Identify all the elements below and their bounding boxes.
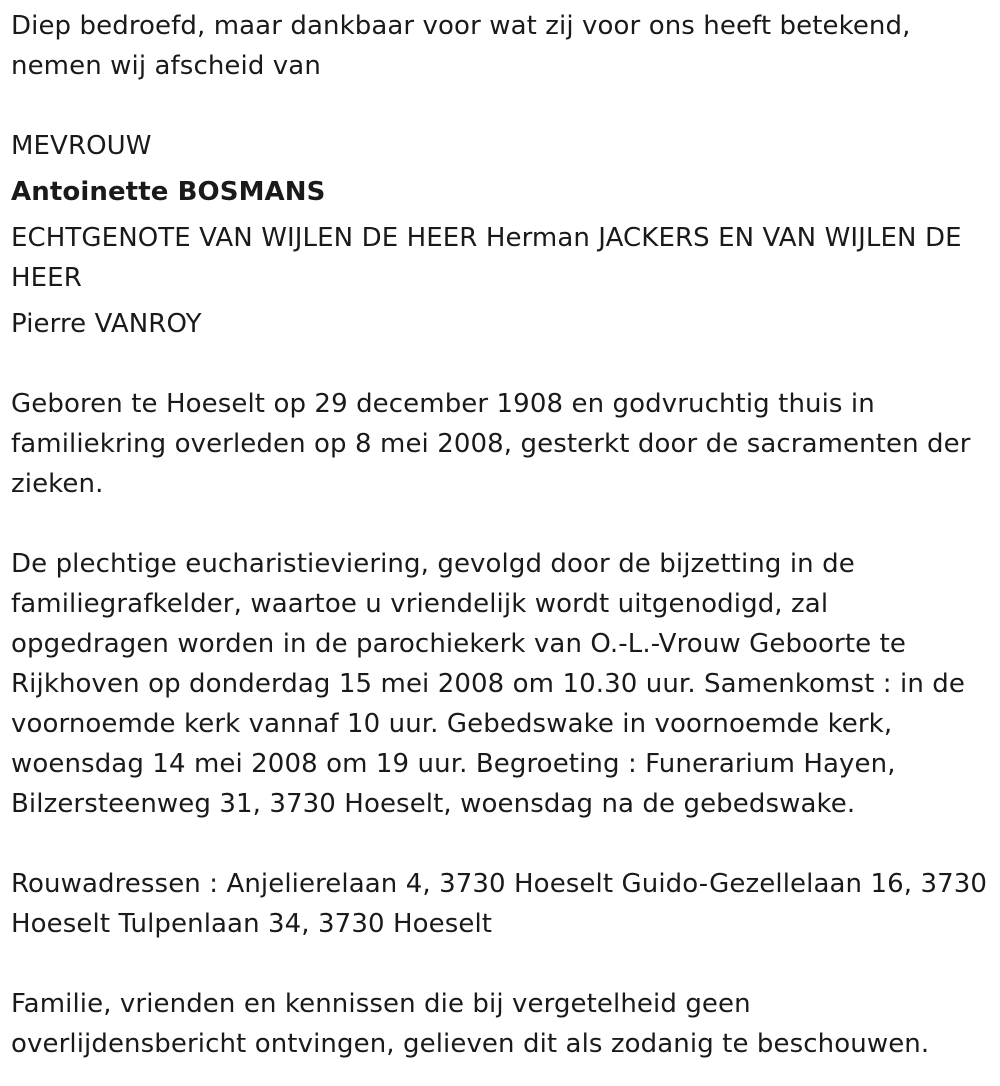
title-text: MEVROUW — [11, 131, 152, 161]
spouse-line: ECHTGENOTE VAN WIJLEN DE HEER Herman JACKERS EN VAN WIJLEN DE HEER — [11, 223, 962, 293]
ceremony-paragraph: De plechtige eucharistieviering, gevolgd door de bijzetting in de familiegrafkelder, waartoe u vriendelijk wordt uitgenodigd, zal opgedragen worden in de parochiekerk van O.-L.-Vrouw Geboorte te Rijkhoven op donderdag 15 mei 2008 om 10.30 uur. Samenkomst : in de voornoemde kerk vannaf 10 uur. Gebedswake in voornoemde kerk, woensdag 14 mei 2008 om 19 uur. Begroeting : Funerarium Hayen, Bilzersteenweg 31, 3730 Hoeselt, woensdag na de gebedswake. — [11, 549, 965, 819]
deceased-name: Antoinette BOSMANS — [11, 177, 326, 207]
closing-paragraph: Familie, vrienden en kennissen die bij vergetelheid geen overlijdensbericht ontvingen, gelieven dit als zodanig te beschouwen. — [11, 989, 930, 1059]
birth-death-paragraph: Geboren te Hoeselt op 29 december 1908 en godvruchtig thuis in familiekring overleden op 8 mei 2008, gesterkt door de sacramenten der zieken. — [11, 389, 971, 499]
obituary-notice — [11, 6, 993, 1064]
addresses-paragraph: Rouwadressen : Anjelierelaan 4, 3730 Hoeselt Guido-Gezellelaan 16, 3730 Hoeselt Tulpenlaan 34, 3730 Hoeselt — [11, 869, 988, 939]
second-spouse-name: Pierre VANROY — [11, 309, 202, 339]
intro-text: Diep bedroefd, maar dankbaar voor wat zij voor ons heeft betekend, nemen wij afscheid van — [11, 11, 911, 81]
